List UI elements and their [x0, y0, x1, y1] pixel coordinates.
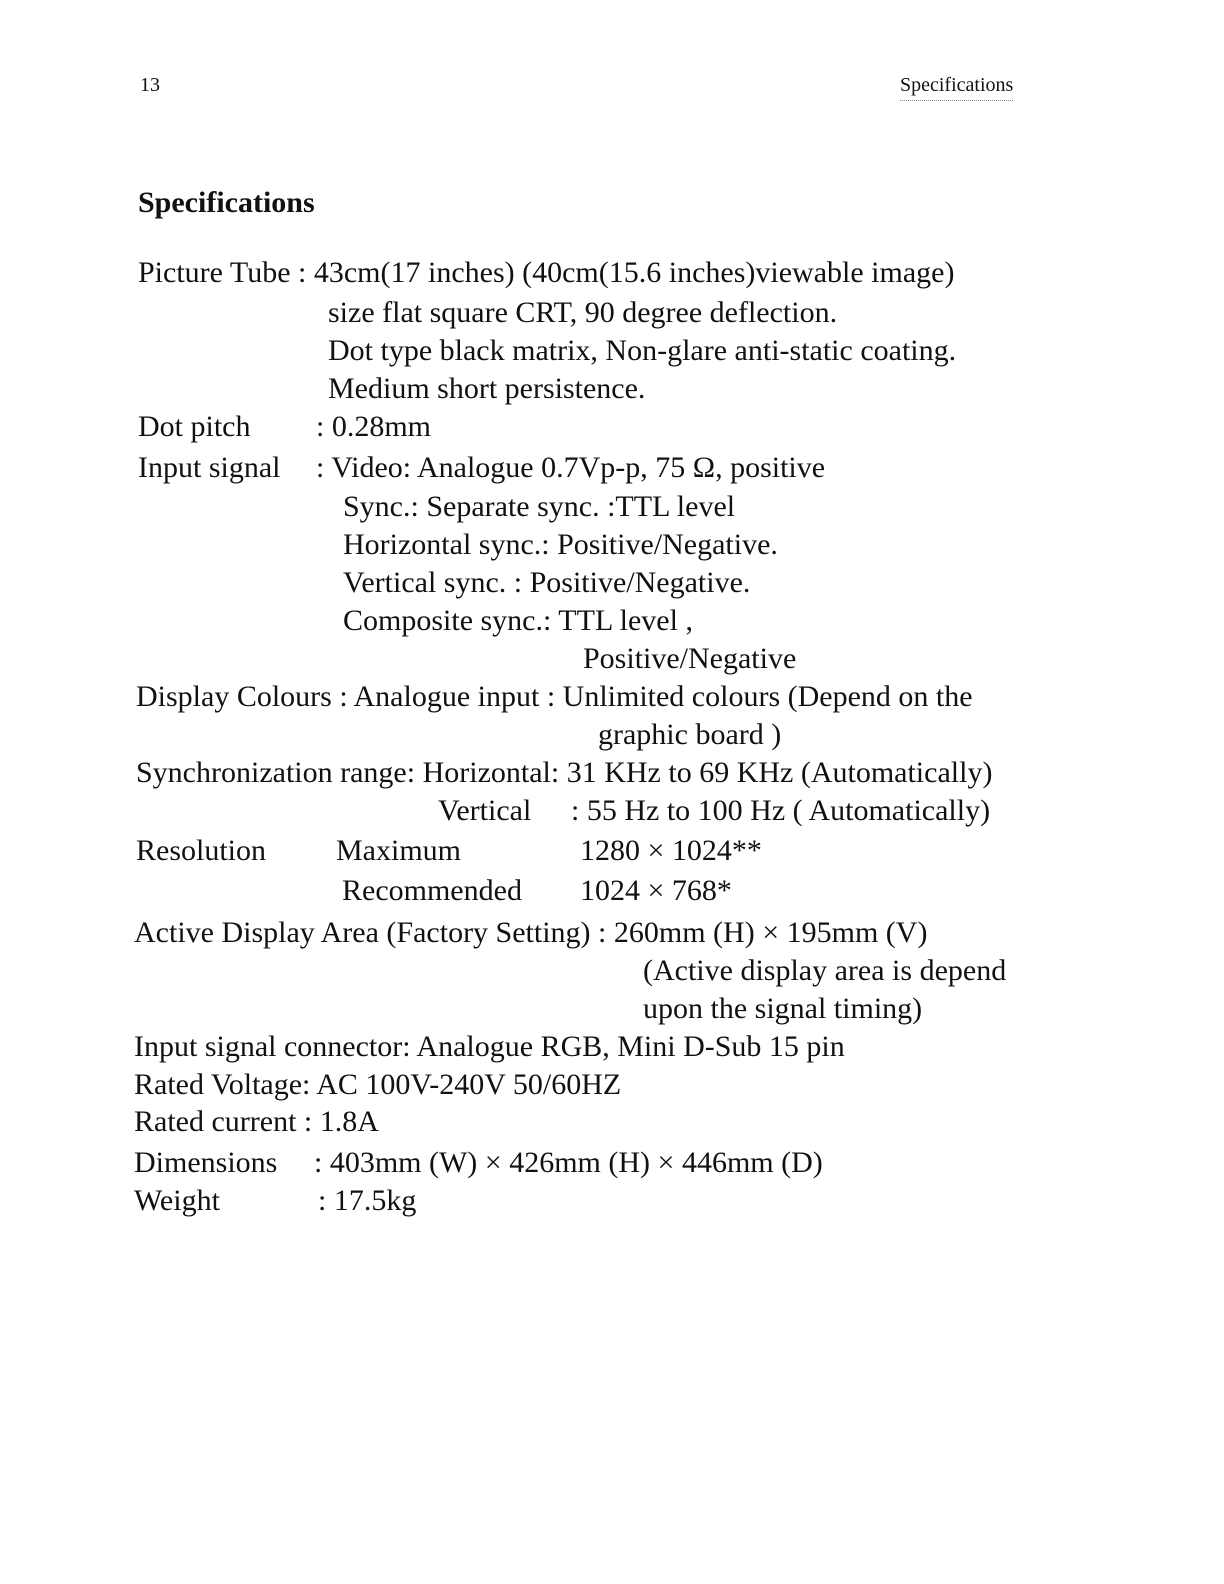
weight-label: Weight: [134, 1184, 220, 1217]
input-signal-video: : Video: Analogue 0.7Vp-p, 75 Ω, positive: [316, 451, 826, 484]
picture-tube-line: Picture Tube : 43cm(17 inches) (40cm(15.6 inches)viewable image): [138, 256, 955, 289]
dimensions-label: Dimensions: [134, 1146, 278, 1179]
weight-value: : 17.5kg: [318, 1184, 417, 1217]
active-display-line: (Active display area is depend: [643, 954, 1007, 987]
resolution-rec-label: Recommended: [342, 874, 522, 907]
input-signal-hsync: Horizontal sync.: Positive/Negative.: [343, 528, 778, 561]
input-signal-composite-cont: Positive/Negative: [583, 642, 797, 675]
sync-vertical-value: : 55 Hz to 100 Hz ( Automatically): [571, 794, 991, 827]
input-signal-composite: Composite sync.: TTL level ,: [343, 604, 693, 637]
rated-voltage: Rated Voltage: AC 100V-240V 50/60HZ: [134, 1068, 622, 1101]
picture-tube-line: size flat square CRT, 90 degree deflection.: [328, 296, 838, 329]
input-signal-label: Input signal: [138, 451, 281, 484]
input-signal-vsync: Vertical sync. : Positive/Negative.: [343, 566, 751, 599]
display-colours-line: Display Colours : Analogue input : Unlimited colours (Depend on the: [136, 680, 973, 713]
dot-pitch-label: Dot pitch: [138, 410, 251, 443]
page-title: Specifications: [138, 186, 315, 219]
sync-range-line: Synchronization range: Horizontal: 31 KHz to 69 KHz (Automatically): [136, 756, 993, 789]
running-title: Specifications: [900, 74, 1014, 96]
input-signal-sync: Sync.: Separate sync. :TTL level: [343, 490, 736, 523]
resolution-label: Resolution: [136, 834, 267, 867]
dimensions-value: : 403mm (W) × 426mm (H) × 446mm (D): [314, 1146, 823, 1179]
display-colours-line: graphic board ): [598, 718, 782, 751]
page-number: 13: [140, 74, 160, 96]
picture-tube-line: Medium short persistence.: [328, 372, 646, 405]
picture-tube-line: Dot type black matrix, Non-glare anti-static coating.: [328, 334, 957, 367]
rated-current: Rated current : 1.8A: [134, 1105, 379, 1138]
resolution-max-value: 1280 × 1024**: [580, 834, 762, 867]
active-display-line: upon the signal timing): [643, 992, 923, 1025]
resolution-max-label: Maximum: [336, 834, 461, 867]
dot-pitch-value: : 0.28mm: [316, 410, 432, 443]
resolution-rec-value: 1024 × 768*: [580, 874, 732, 907]
input-connector: Input signal connector: Analogue RGB, Mini D-Sub 15 pin: [134, 1030, 845, 1063]
active-display-line: Active Display Area (Factory Setting) : 260mm (H) × 195mm (V): [134, 916, 928, 949]
sync-vertical-label: Vertical: [438, 794, 532, 827]
